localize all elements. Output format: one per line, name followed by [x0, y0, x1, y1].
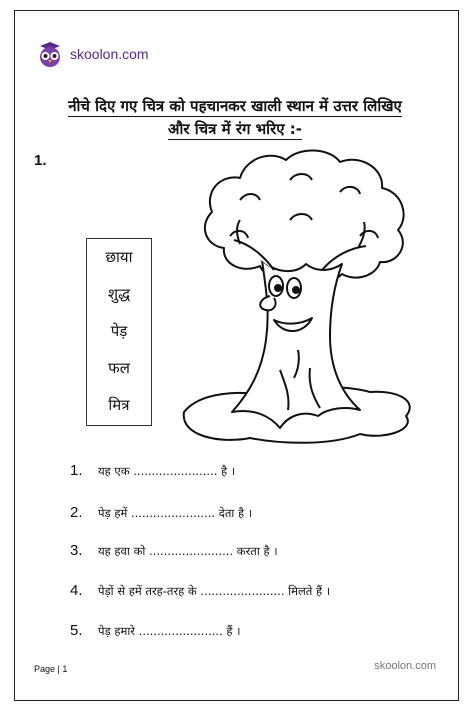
tree-canopy [205, 150, 404, 282]
word-bank-item: फल [108, 359, 130, 377]
question-item-number: 2. [70, 504, 83, 521]
tree-illustration [170, 140, 420, 450]
page-number: Page | 1 [34, 664, 68, 674]
question-item-number: 4. [70, 582, 83, 599]
footer-site-link[interactable]: skoolon.com [374, 660, 436, 672]
question-item [70, 582, 330, 599]
question-item-text: यह हवा को ....................... करता है । [98, 544, 278, 558]
word-bank-item: शुद्ध [107, 285, 131, 303]
question-item [70, 504, 252, 521]
owl-logo-icon [36, 40, 64, 68]
word-bank-item: मित्र [108, 396, 130, 414]
question-item-text: पेड़ों से हमें तरह-तरह के ....................... मिलते हैं । [98, 584, 331, 598]
word-bank [86, 238, 152, 426]
question-item-number: 3. [70, 542, 83, 559]
instruction-line-2: और चित्र में रंग भरिए :- [168, 120, 302, 138]
question-item [70, 622, 241, 639]
question-item-text: पेड़ हमें ....................... देता है । [98, 506, 253, 520]
question-number: 1. [34, 152, 47, 169]
brand-name: skoolon.com [70, 46, 149, 62]
word-bank-item: छाया [105, 248, 133, 266]
tree-nose [260, 296, 275, 310]
word-bank-item: पेड़ [110, 322, 128, 340]
instruction-line-1: नीचे दिए गए चित्र को पहचानकर खाली स्थान में उत्तर लिखिए [68, 97, 402, 115]
question-item-text: पेड़ हमारे ....................... हैं । [98, 624, 241, 638]
question-item [70, 542, 278, 559]
brand-logo[interactable] [36, 40, 149, 68]
question-item-number: 5. [70, 622, 83, 639]
question-item [70, 462, 235, 479]
question-item-text: यह एक ....................... है । [98, 464, 236, 478]
question-item-number: 1. [70, 462, 83, 479]
